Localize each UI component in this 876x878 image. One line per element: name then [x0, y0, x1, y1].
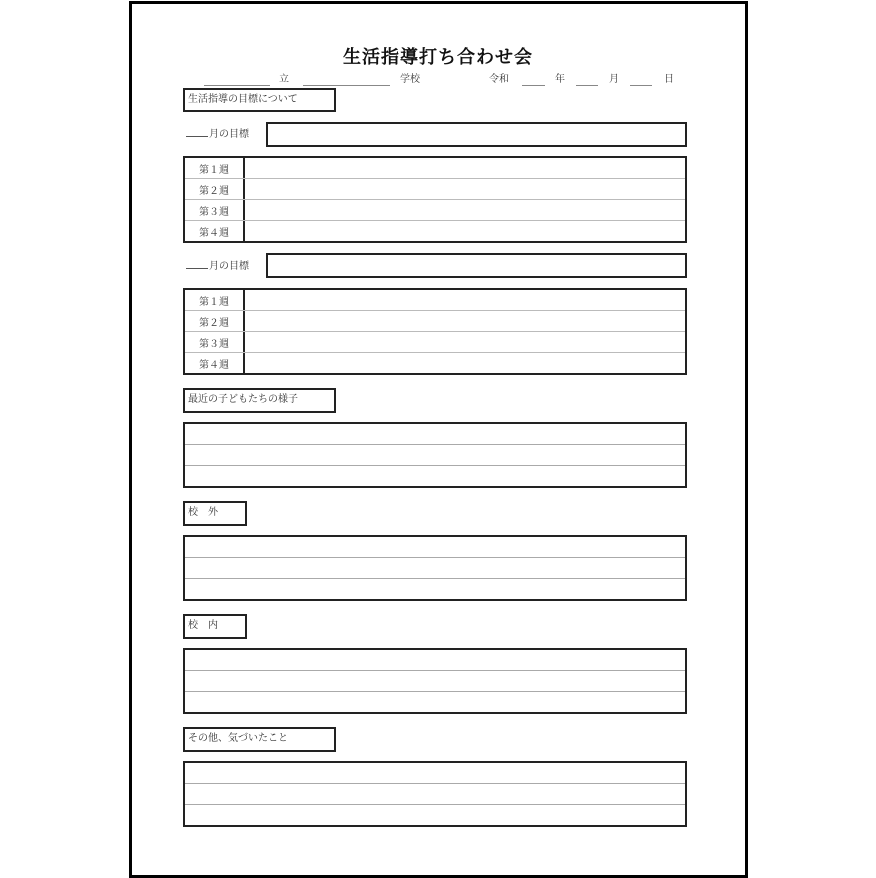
weekly-goals-table [183, 156, 687, 243]
section-label-other: その他、気づいたこと [183, 727, 336, 752]
week-label: 第１週 [185, 158, 245, 179]
outside-notes-box[interactable] [183, 535, 687, 601]
school-suffix: 学校 [400, 74, 420, 85]
section-label-outside: 校 外 [183, 501, 247, 526]
weekly-goals-table [183, 288, 687, 375]
week-input[interactable] [245, 179, 685, 200]
section-label-goals: 生活指導の目標について [183, 88, 336, 112]
week-label: 第４週 [185, 221, 245, 241]
year-blank[interactable] [522, 85, 545, 86]
line-divider [185, 804, 685, 805]
week-row [185, 221, 685, 241]
week-input[interactable] [245, 200, 685, 221]
week-input[interactable] [245, 158, 685, 179]
month-suffix: 月 [609, 74, 619, 85]
month-blank[interactable] [186, 127, 208, 137]
line-divider [185, 557, 685, 558]
prefecture-suffix: 立 [279, 74, 289, 85]
document-title: 生活指導打ち合わせ会 [343, 47, 533, 68]
week-input[interactable] [245, 290, 685, 311]
inside-notes-box[interactable] [183, 648, 687, 714]
month-goal-text: 月の目標 [209, 129, 249, 140]
prefecture-blank[interactable] [204, 85, 270, 86]
week-input[interactable] [245, 332, 685, 353]
week-input[interactable] [245, 221, 685, 241]
week-row [185, 200, 685, 221]
week-label: 第４週 [185, 353, 245, 373]
month-goal-input[interactable] [266, 253, 687, 278]
other-notes-box[interactable] [183, 761, 687, 827]
day-suffix: 日 [664, 74, 674, 85]
week-row [185, 179, 685, 200]
line-divider [185, 691, 685, 692]
line-divider [185, 783, 685, 784]
week-row [185, 311, 685, 332]
line-divider [185, 465, 685, 466]
week-input[interactable] [245, 311, 685, 332]
year-suffix: 年 [555, 74, 565, 85]
line-divider [185, 444, 685, 445]
week-label: 第１週 [185, 290, 245, 311]
week-row [185, 353, 685, 373]
week-label: 第３週 [185, 332, 245, 353]
line-divider [185, 670, 685, 671]
month-goal-label [186, 259, 249, 274]
week-input[interactable] [245, 353, 685, 373]
month-goal-input[interactable] [266, 122, 687, 147]
week-label: 第２週 [185, 179, 245, 200]
children-notes-box[interactable] [183, 422, 687, 488]
month-goal-label [186, 127, 249, 142]
line-divider [185, 578, 685, 579]
school-name-blank[interactable] [303, 85, 390, 86]
month-blank[interactable] [186, 259, 208, 269]
week-row [185, 158, 685, 179]
era-label: 令和 [489, 74, 509, 85]
section-label-children: 最近の子どもたちの様子 [183, 388, 336, 413]
section-label-inside: 校 内 [183, 614, 247, 639]
month-blank[interactable] [576, 85, 598, 86]
week-row [185, 290, 685, 311]
week-row [185, 332, 685, 353]
day-blank[interactable] [630, 85, 652, 86]
month-goal-text: 月の目標 [209, 261, 249, 272]
week-label: 第２週 [185, 311, 245, 332]
week-label: 第３週 [185, 200, 245, 221]
